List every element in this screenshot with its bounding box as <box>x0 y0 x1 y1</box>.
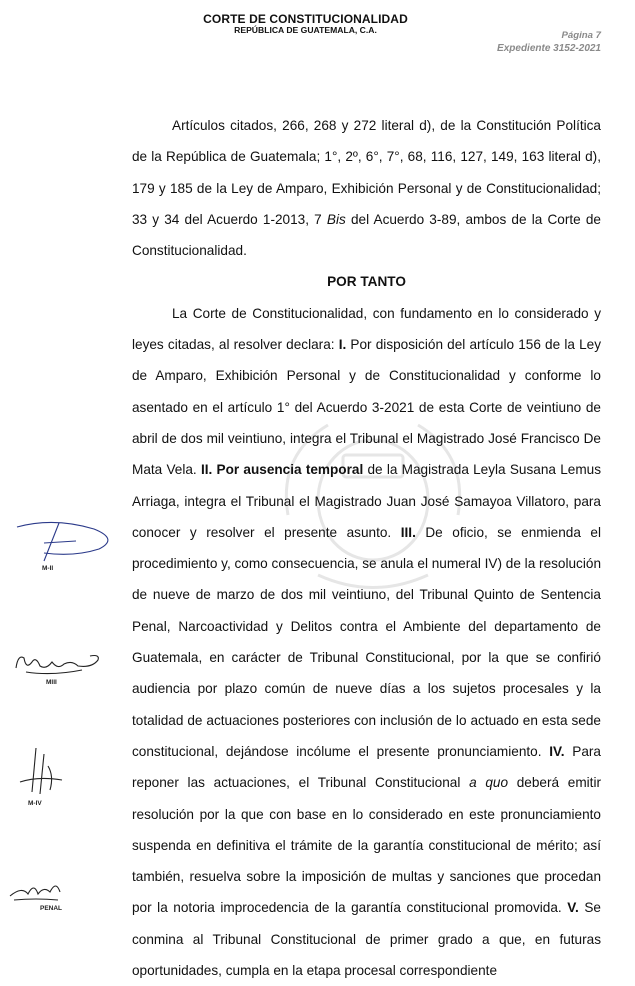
republic-name: REPÚBLICA DE GUATEMALA, C.A. <box>234 25 377 35</box>
expediente-number: Expediente 3152-2021 <box>497 43 601 54</box>
signature-m-iv <box>18 746 66 798</box>
signature-label-penal: PENAL <box>40 905 63 912</box>
paragraph-declaration: La Corte de Constitucionalidad, con fundamento en lo considerado y leyes citadas, al resolver declara: I. Por disposición del artículo 156 de la Ley de Amparo, Exhibición Personal y de Constitucionalidad y conforme lo asentado en el artículo 1° del Acuerdo 3-2021 de esta Corte de veintiuno de abril de dos mil veintiuno, integra el Tribunal el Magistrado José Francisco De Mata Vela. II. Por ausencia temporal de la Magistrada Leyla Susana Lemus Arriaga, integra el Tribunal el Magistrado Juan José Samayoa Villatoro, para conocer y resolver el presente asunto. III. De oficio, se enmienda el procedimiento y, como consecuencia, se anula el numeral IV) de la resolución de nueve de marzo de dos mil veintiuno, del Tribunal Quinto de Sentencia Penal, Narcoactividad y Delitos contra el Ambiente del departamento de Guatemala, en carácter de Tribunal Constitucional, por la que se confirió audiencia por plazo común de nueve días a los sujetos procesales y la totalidad de actuaciones posteriores con inclusión de lo actuado en esta sede constitucional, dejándose incólume el presente pronunciamiento. IV. Para reponer las actuaciones, el Tribunal Constitucional a quo deberá emitir resolución por la que con base en lo considerado en este pronunciamiento suspenda en definitiva el trámite de la garantía constitucional de mérito; así también, resuelva sobre la imposición de multas y sanciones que procedan por la notoria improcedencia de la garantía constitucional promovida. V. Se conmina al Tribunal Constitucional de primer grado a que, en futuras oportunidades, cumpla en la etapa procesal correspondiente <box>132 305 602 979</box>
signature-m-iii <box>12 650 102 678</box>
resolution-body <box>132 110 601 986</box>
signature-label-m-iv: M-IV <box>28 800 42 807</box>
signature-label-m-ii: M-II <box>42 565 54 572</box>
signature-penal <box>8 874 64 904</box>
page-number: Página 7 <box>561 30 601 41</box>
heading-por-tanto: POR TANTO <box>327 274 406 290</box>
signature-m-ii <box>14 517 119 565</box>
signature-label-m-iii: MIII <box>46 679 57 686</box>
court-name: CORTE DE CONSTITUCIONALIDAD <box>203 12 408 26</box>
paragraph-articles: Artículos citados, 266, 268 y 272 literal d), de la Constitución Política de la República de Guatemala; 1°, 2º, 6°, 7°, 68, 116, 127, 149, 163 literal d), 179 y 185 de la Ley de Amparo, Exhibición Personal y de Constitucionalidad; 33 y 34 del Acuerdo 1-2013, 7 Bis del Acuerdo 3-89, ambos de la Corte de Constitucionalidad. <box>132 118 601 259</box>
